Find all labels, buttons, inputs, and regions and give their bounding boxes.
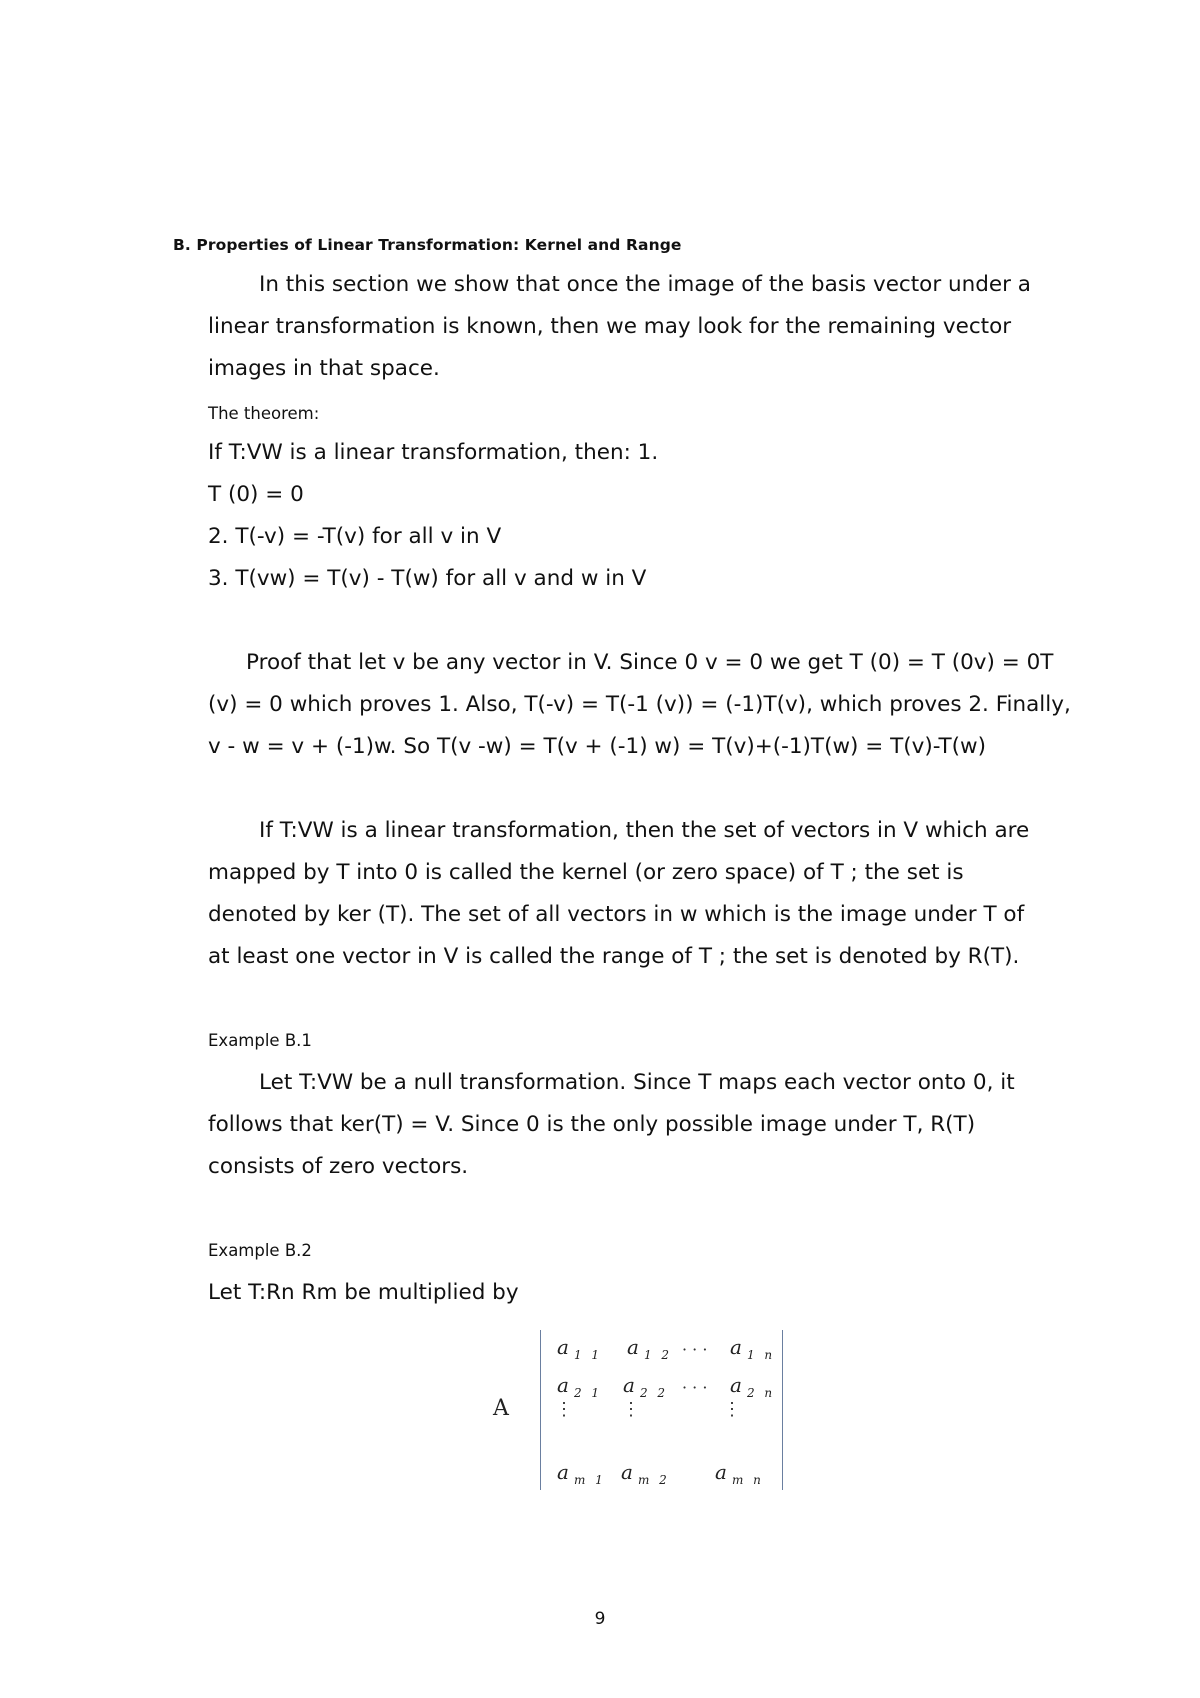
matrix-entry-a12: a $_{1 2}$	[627, 1335, 673, 1362]
intro-line-2: linear transformation is known, then we may look for the remaining vector	[208, 314, 1012, 339]
matrix-entry-a1n: a $_{1 n}$	[730, 1335, 776, 1362]
matrix-vdots-col2: ⋮	[622, 1399, 640, 1420]
matrix-entry-a11: a $_{1 1}$	[557, 1335, 603, 1362]
definition-line-3: denoted by ker (T). The set of all vectors in w which is the image under T of	[208, 902, 1025, 927]
page-number: 9	[594, 1609, 606, 1629]
matrix-right-bar	[782, 1330, 783, 1490]
example-b1-line-1: Let T:VW be a null transformation. Since T maps each vector onto 0, it	[259, 1070, 1015, 1095]
matrix-vdots-col3: ⋮	[723, 1399, 741, 1420]
matrix-entry-amn: a $_{m n}$	[715, 1460, 764, 1487]
theorem-line-2: T (0) = 0	[208, 482, 304, 507]
intro-line-1: In this section we show that once the image of the basis vector under a	[259, 272, 1031, 297]
matrix-hdots-row2: · · ·	[682, 1378, 708, 1397]
theorem-line-4: 3. T(vw) = T(v) - T(w) for all v and w in V	[208, 566, 647, 591]
matrix-vdots-col1: ⋮	[555, 1399, 573, 1420]
definition-line-2: mapped by T into 0 is called the kernel (or zero space) of T ; the set is	[208, 860, 964, 885]
example-b2-label: Example B.2	[208, 1241, 312, 1260]
matrix-left-bar	[540, 1330, 541, 1490]
example-b2-line: Let T:Rn Rm be multiplied by	[208, 1280, 519, 1305]
matrix-entry-a22: a $_{2 2}$	[623, 1373, 669, 1400]
definition-line-1: If T:VW is a linear transformation, then the set of vectors in V which are	[259, 818, 1030, 843]
definition-line-4: at least one vector in V is called the range of T ; the set is denoted by R(T).	[208, 944, 1020, 969]
theorem-line-3: 2. T(-v) = -T(v) for all v in V	[208, 524, 502, 549]
theorem-line-1: If T:VW is a linear transformation, then: 1.	[208, 440, 659, 465]
example-b1-label: Example B.1	[208, 1031, 312, 1050]
matrix-A	[493, 1330, 793, 1490]
matrix-entry-am2: a $_{m 2}$	[621, 1460, 670, 1487]
example-b1-line-2: follows that ker(T) = V. Since 0 is the only possible image under T, R(T)	[208, 1112, 976, 1137]
matrix-entry-a2n: a $_{2 n}$	[730, 1373, 776, 1400]
matrix-hdots-row1: · · ·	[682, 1340, 708, 1359]
matrix-name: A	[493, 1396, 509, 1421]
example-b1-line-3: consists of zero vectors.	[208, 1154, 469, 1179]
theorem-label: The theorem:	[208, 404, 320, 423]
matrix-entry-am1: a $_{m 1}$	[557, 1460, 606, 1487]
proof-line-3: v - w = v + (-1)w. So T(v -w) = T(v + (-1) w) = T(v)+(-1)T(w) = T(v)-T(w)	[208, 734, 987, 759]
section-heading: B. Properties of Linear Transformation: Kernel and Range	[173, 236, 682, 254]
proof-line-2: (v) = 0 which proves 1. Also, T(-v) = T(-1 (v)) = (-1)T(v), which proves 2. Finally,	[208, 692, 1071, 717]
matrix-entry-a21: a $_{2 1}$	[557, 1373, 603, 1400]
intro-line-3: images in that space.	[208, 356, 440, 381]
proof-line-1: Proof that let v be any vector in V. Since 0 v = 0 we get T (0) = T (0v) = 0T	[246, 650, 1054, 675]
